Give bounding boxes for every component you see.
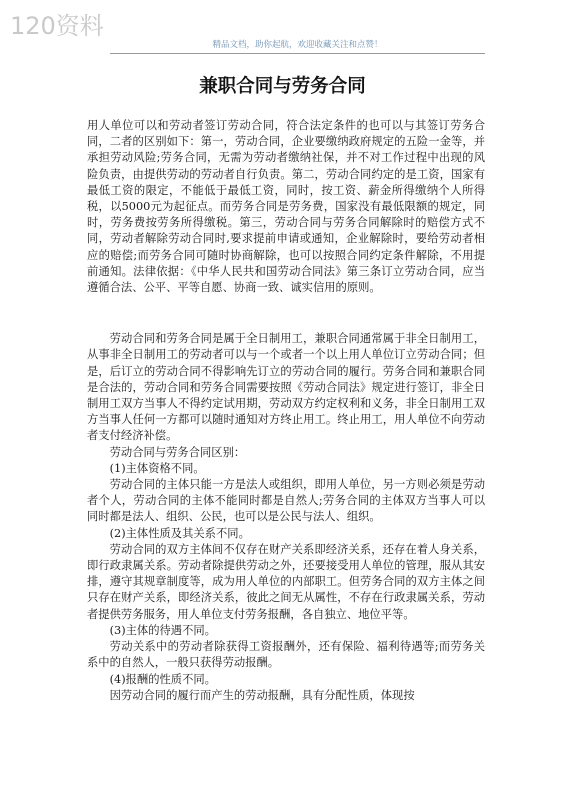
header-divider xyxy=(110,53,485,54)
difference-3-body: 劳动关系中的劳动者除获得工资报酬外，还有保险、福利待遇等;而劳务关系中的自然人，一般只获得劳动报酬。 xyxy=(87,640,485,670)
difference-4-heading: (4)报酬的性质不同。 xyxy=(109,672,216,686)
paragraph-gap xyxy=(87,296,485,331)
differences-heading: 劳动合同与劳务合同区别： xyxy=(109,445,246,459)
difference-3-heading: (3)主体的待遇不同。 xyxy=(109,623,216,637)
difference-2-body: 劳动合同的双方主体间不仅存在财产关系即经济关系，还存在着人身关系，即行政隶属关系。劳动者除提供劳动之外，还要接受用人单位的管理，服从其安排，遵守其规章制度等，成为用人单位的内部职工。但劳务合同的双方主体之间只存在财产关系，即经济关系，彼此之间无从属性，不存在行政隶属关系，劳动者提供劳务服务，用人单位支付劳务报酬，各自独立、地位平等。 xyxy=(87,542,485,621)
difference-4-body: 因劳动合同的履行而产生的劳动报酬，具有分配性质，体现按 xyxy=(109,688,415,702)
difference-1-heading: (1)主体资格不同。 xyxy=(109,461,205,475)
page-title: 兼职合同与劳务合同 xyxy=(199,76,366,97)
header-note: 精品文档，助你起航，欢迎收藏关注和点赞！ xyxy=(212,40,383,50)
difference-1-body: 劳动合同的主体只能一方是法人或组织，即用人单位，另一方则必须是劳动者个人，劳动合同的主体不能同时都是自然人;劳务合同的主体双方当事人可以同时都是法人、组织、公民，也可以是公民与法人、组织。 xyxy=(87,478,485,524)
difference-2-heading: (2)主体性质及其关系不同。 xyxy=(109,526,250,540)
document-body xyxy=(87,118,485,704)
paragraph-part-time: 劳动合同和劳务合同是属于全日制用工，兼职合同通常属于非全日制用工，从事非全日制用工的劳动者可以与一个或者一个以上用人单位订立劳动合同；但是，后订立的劳动合同不得影响先订立的劳动合同的履行。劳务合同和兼职合同是合法的，劳动合同和劳务合同需要按照《劳动合同法》规定进行签订，非全日制用工双方当事人不得约定试用期，劳动双方约定权利和义务，非全日制用工双方当事人任何一方都可以随时通知对方终止用工。终止用工，用人单位不向劳动者支付经济补偿。 xyxy=(87,332,485,443)
watermark-logo: 120资料 xyxy=(10,12,104,40)
paragraph-intro: 用人单位可以和劳动者签订劳动合同，符合法定条件的也可以与其签订劳务合同，二者的区别如下：第一，劳动合同，企业要缴纳政府规定的五险一金等，并承担劳动风险;劳务合同，无需为劳动者缴纳社保，并不对工作过程中出现的风险负责，由提供劳动的劳动者自行负责。第二，劳动合同约定的是工资，国家有最低工资的限定，不能低于最低工资，同时，按工资、薪金所得缴纳个人所得税，以5000元为起征点。而劳务合同是劳务费，国家没有最低限额的规定，同时，劳务费按劳务所得缴税。第三，劳动合同与劳务合同解除时的赔偿方式不同，劳动者解除劳动合同时,要求提前申请或通知，企业解除时，要给劳动者相应的赔偿;而劳务合同可随时协商解除，也可以按照合同约定条件解除，不用提前通知。法律依据：《中华人民共和国劳动合同法》第三条订立劳动合同，应当遵循合法、公平、平等自愿、协商一致、诚实信用的原则。 xyxy=(87,119,485,295)
